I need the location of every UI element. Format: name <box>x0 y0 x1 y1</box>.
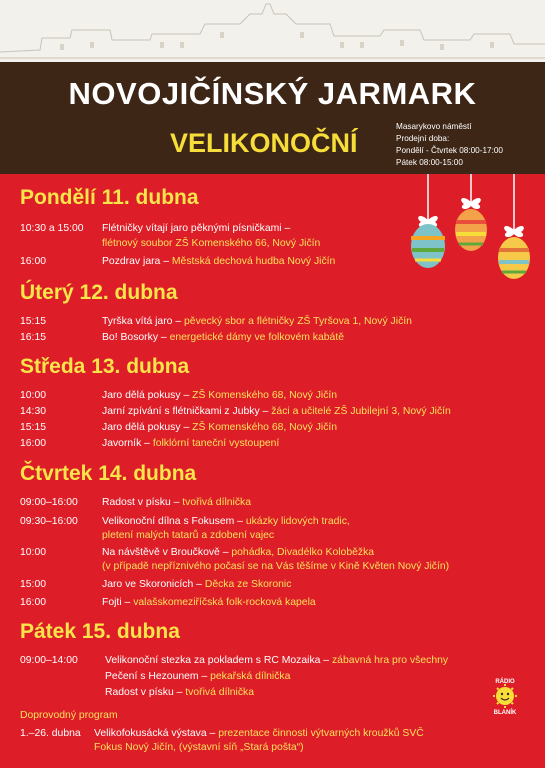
day-heading: Úterý 12. dubna <box>20 281 178 304</box>
activity-title: Jaro ve Skoronicích – <box>102 579 202 590</box>
program-time: 15:15 <box>20 316 47 327</box>
program-activity <box>102 437 279 450</box>
activity-title: Na návštěvě v Broučkově – <box>102 547 229 558</box>
program-activity <box>102 331 344 344</box>
day-heading: Pondělí 11. dubna <box>20 186 199 209</box>
radio-blanik-logo <box>486 676 524 716</box>
activity-title: Bo! Bosorky – <box>102 332 167 343</box>
activity-title: Tyrška vítá jaro – <box>102 316 182 327</box>
program-continuation: flétnový soubor ZŠ Komenského 66, Nový Jičín <box>102 238 321 249</box>
activity-performer: Městská dechová hudba Nový Jičín <box>171 256 336 267</box>
program-activity <box>102 578 291 591</box>
activity-performer: valašskomeziříčská folk-rocková kapela <box>133 597 316 608</box>
activity-title: Jarní zpívání s flétničkami z Jubky – <box>102 406 269 417</box>
activity-performer: energetické dámy ve folkovém kabátě <box>169 332 345 343</box>
program-time: 09:00–14:00 <box>20 655 78 666</box>
activity-title: Velikonoční stezka za pokladem s RC Mozaika – <box>105 655 330 666</box>
program-activity <box>94 727 424 740</box>
logo-text-bottom: BLANÍK <box>493 710 517 716</box>
activity-performer: Děcka ze Skoronic <box>204 579 292 590</box>
activity-title: Velikofokusácká výstava – <box>94 728 216 739</box>
program-time: 15:15 <box>20 422 47 433</box>
day-heading: Pátek 15. dubna <box>20 620 180 643</box>
location-line: Pátek 08:00-15:00 <box>396 158 463 167</box>
location-line: Masarykovo náměstí <box>396 122 472 131</box>
activity-title: Fojti – <box>102 597 131 608</box>
program-continuation: Fokus Nový Jičín, (výstavní síň „Stará pošta“) <box>94 742 304 753</box>
activity-title: Velikonoční dílna s Fokusem – <box>102 516 243 527</box>
program-activity <box>102 496 251 509</box>
activity-title: Javorník – <box>102 438 150 449</box>
day-heading: Středa 13. dubna <box>20 355 190 378</box>
program-activity <box>102 546 374 559</box>
program-time: 16:00 <box>20 438 47 449</box>
location-line: Prodejní doba: <box>396 134 450 143</box>
activity-title: Flétničky vítají jaro pěknými písničkami – <box>102 223 291 234</box>
activity-performer: zábavná hra pro všechny <box>331 655 449 666</box>
activity-performer: folklórní taneční vystoupení <box>152 438 280 449</box>
activity-performer: pěvecký sbor a flétničky ZŠ Tyršova 1, Nový Jičín <box>184 316 412 327</box>
program-time: 10:30 a 15:00 <box>20 223 84 234</box>
activity-performer: žáci a učitelé ZŠ Jubilejní 3, Nový Jičín <box>271 406 451 417</box>
activity-title: Radost v písku – <box>105 687 183 698</box>
program-activity <box>102 222 290 235</box>
easter-egg-icon <box>449 174 493 261</box>
activity-performer: ukázky lidových tradic, <box>245 516 350 527</box>
location-info <box>396 121 503 169</box>
activity-performer: tvořivá dílnička <box>182 497 252 508</box>
logo-text-top: RÁDIO <box>495 679 515 685</box>
program-time: 16:00 <box>20 256 47 267</box>
activity-performer: ZŠ Komenského 68, Nový Jičín <box>192 390 338 401</box>
easter-egg-icon <box>492 174 536 287</box>
program-time: 10:00 <box>20 547 47 558</box>
activity-title: Pozdrav jara – <box>102 256 169 267</box>
location-line: Pondělí - Čtvrtek 08:00-17:00 <box>396 146 503 155</box>
program-time: 16:00 <box>20 597 47 608</box>
program-activity <box>102 596 316 609</box>
program-time: 1.–26. dubna <box>20 728 81 739</box>
program-activity <box>102 405 451 418</box>
program-activity <box>102 255 335 268</box>
program-time: 09:30–16:00 <box>20 516 78 527</box>
program-time: 14:30 <box>20 406 47 417</box>
activity-performer: ZŠ Komenského 68, Nový Jičín <box>192 422 338 433</box>
easter-egg-icon <box>405 174 451 277</box>
program-time: 16:15 <box>20 332 47 343</box>
program-activity <box>102 421 337 434</box>
program-time: 15:00 <box>20 579 47 590</box>
program-continuation: pletení malých tatarů a zdobení vajec <box>102 530 275 541</box>
activity-title: Pečení s Hezounem – <box>105 671 208 682</box>
activity-title: Radost v písku – <box>102 497 180 508</box>
activity-performer: tvořivá dílnička <box>185 687 255 698</box>
program-continuation: (v případě nepříznivého počasí se na Vás těšíme v Kině Květen Nový Jičín) <box>102 561 450 572</box>
side-program-heading: Doprovodný program <box>20 710 118 721</box>
day-heading: Čtvrtek 14. dubna <box>20 462 197 485</box>
town-skyline-illustration <box>0 0 545 62</box>
program-activity <box>105 654 448 667</box>
program-activity <box>102 515 350 528</box>
page-subtitle: VELIKONOČNÍ <box>170 128 358 158</box>
program-activity <box>105 670 290 683</box>
activity-performer: pohádka, Divadélko Koloběžka <box>231 547 375 558</box>
program-activity <box>105 686 254 699</box>
activity-performer: prezentace činnosti výtvarných kroužků SVČ <box>218 728 424 739</box>
program-time: 09:00–16:00 <box>20 497 78 508</box>
program-time: 10:00 <box>20 390 47 401</box>
activity-title: Jaro dělá pokusy – <box>102 390 190 401</box>
activity-performer: pekařská dílnička <box>210 671 291 682</box>
program-activity <box>102 389 337 402</box>
program-activity <box>102 315 412 328</box>
activity-title: Jaro dělá pokusy – <box>102 422 190 433</box>
page-title: NOVOJIČÍNSKÝ JARMARK <box>68 76 477 111</box>
